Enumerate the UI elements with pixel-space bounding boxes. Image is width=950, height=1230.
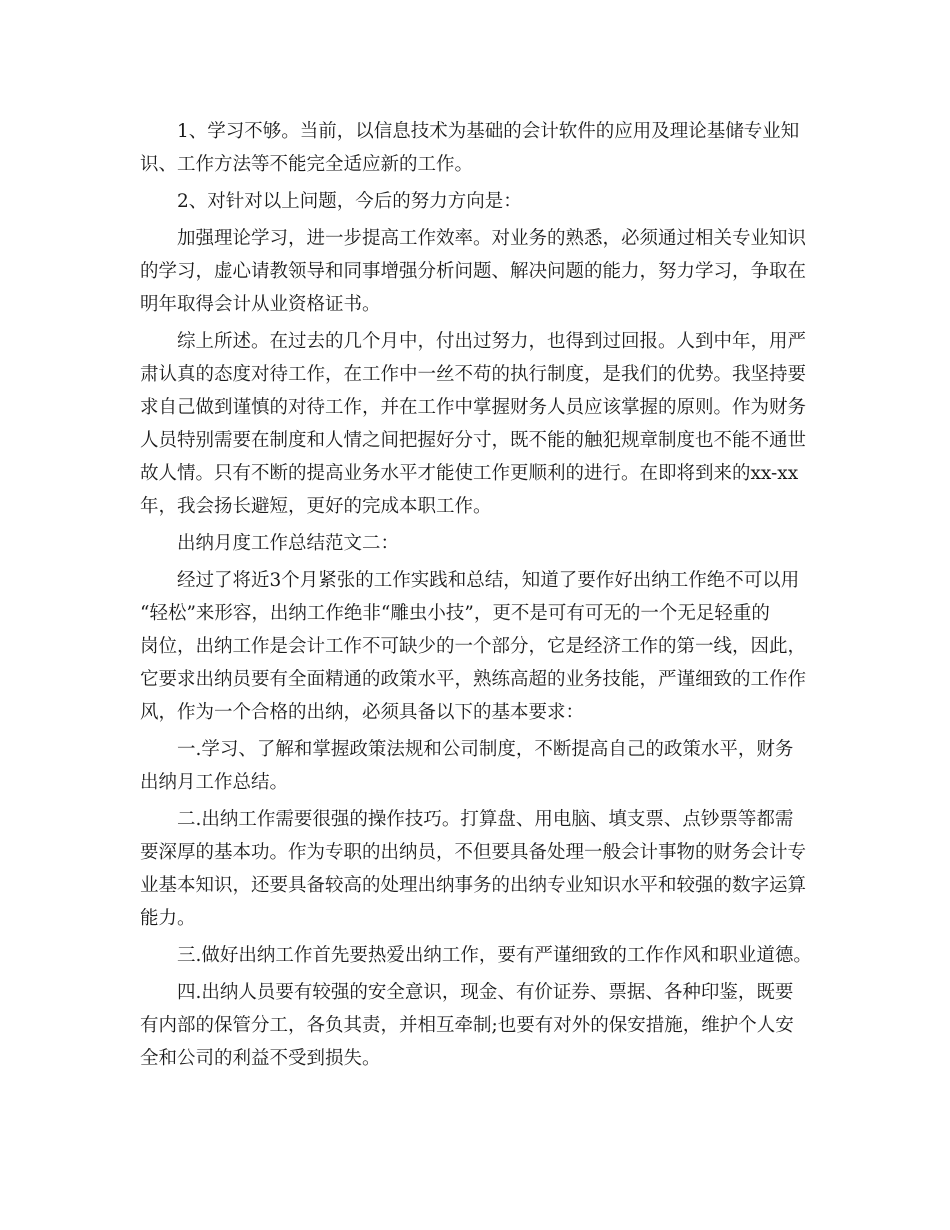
text-line: 二.出纳工作需要很强的操作技巧。打算盘、用电脑、填支票、点钞票等都需 (177, 809, 794, 830)
text-line: 有内部的保管分工，各负其责，并相互牵制;也要有对外的保安措施，维护个人安 (140, 1015, 794, 1036)
text-line: 风，作为一个合格的出纳，必须具备以下的基本要求： (140, 702, 585, 723)
text-line: 经过了将近3个月紧张的工作实践和总结，知道了要作好出纳工作绝不可以用 (177, 570, 800, 591)
paragraph (140, 978, 812, 1077)
paragraph (140, 941, 812, 974)
text-line: 故人情。只有不断的提高业务水平才能使工作更顺利的进行。在即将到来的xx-xx (140, 463, 799, 484)
text-line: 出纳月度工作总结范文二： (177, 533, 400, 554)
paragraph (140, 529, 812, 562)
paragraph (140, 224, 812, 323)
paragraph (140, 566, 812, 731)
text-line: 的学习，虚心请教领导和同事增强分析问题、解决问题的能力，努力学习，争取在 (140, 261, 807, 282)
text-line: 求自己做到谨慎的对待工作，并在工作中掌握财务人员应该掌握的原则。作为财务 (140, 397, 807, 418)
paragraph (140, 187, 812, 220)
text-line: 肃认真的态度对待工作，在工作中一丝不苟的执行制度，是我们的优势。我坚持要 (140, 364, 807, 385)
text-line: 综上所述。在过去的几个月中，付出过努力，也得到过回报。人到中年，用严 (177, 331, 807, 352)
text-line: 岗位，出纳工作是会计工作不可缺少的一个部分，它是经济工作的第一线，因此， (140, 636, 807, 657)
text-line: 全和公司的利益不受到损失。 (140, 1048, 381, 1069)
document-body (140, 117, 812, 1077)
text-line: 出纳月工作总结。 (140, 772, 289, 793)
text-line: 加强理论学习，进一步提高工作效率。对业务的熟悉，必须通过相关专业知识 (177, 228, 807, 249)
text-line: 识、工作方法等不能完全适应新的工作。 (140, 154, 474, 175)
text-line: 它要求出纳员要有全面精通的政策水平，熟练高超的业务技能，严谨细致的工作作 (140, 669, 807, 690)
paragraph (140, 117, 812, 183)
text-line: 人员特别需要在制度和人情之间把握好分寸，既不能的触犯规章制度也不能不通世 (140, 430, 807, 451)
text-line: “轻松”来形容，出纳工作绝非“雕虫小技”，更不是可有可无的一个无足轻重的 (140, 603, 770, 624)
text-line: 2、对针对以上问题，今后的努力方向是： (177, 191, 522, 212)
paragraph (140, 805, 812, 937)
text-line: 能力。 (140, 908, 196, 929)
text-line: 四.出纳人员要有较强的安全意识，现金、有价证券、票据、各种印鉴，既要 (177, 982, 794, 1003)
text-line: 要深厚的基本功。作为专职的出纳员，不但要具备处理一般会计事物的财务会计专 (140, 842, 807, 863)
paragraph (140, 735, 812, 801)
text-line: 三.做好出纳工作首先要热爱出纳工作，要有严谨细致的工作作风和职业道德。 (177, 945, 812, 966)
text-line: 1、学习不够。当前，以信息技术为基础的会计软件的应用及理论基储专业知 (177, 121, 800, 142)
paragraph (140, 327, 812, 525)
text-line: 业基本知识，还要具备较高的处理出纳事务的出纳专业知识水平和较强的数字运算 (140, 875, 807, 896)
text-line: 年，我会扬长避短，更好的完成本职工作。 (140, 496, 492, 517)
text-line: 明年取得会计从业资格证书。 (140, 294, 381, 315)
text-line: 一.学习、了解和掌握政策法规和公司制度，不断提高自己的政策水平，财务 (177, 739, 794, 760)
